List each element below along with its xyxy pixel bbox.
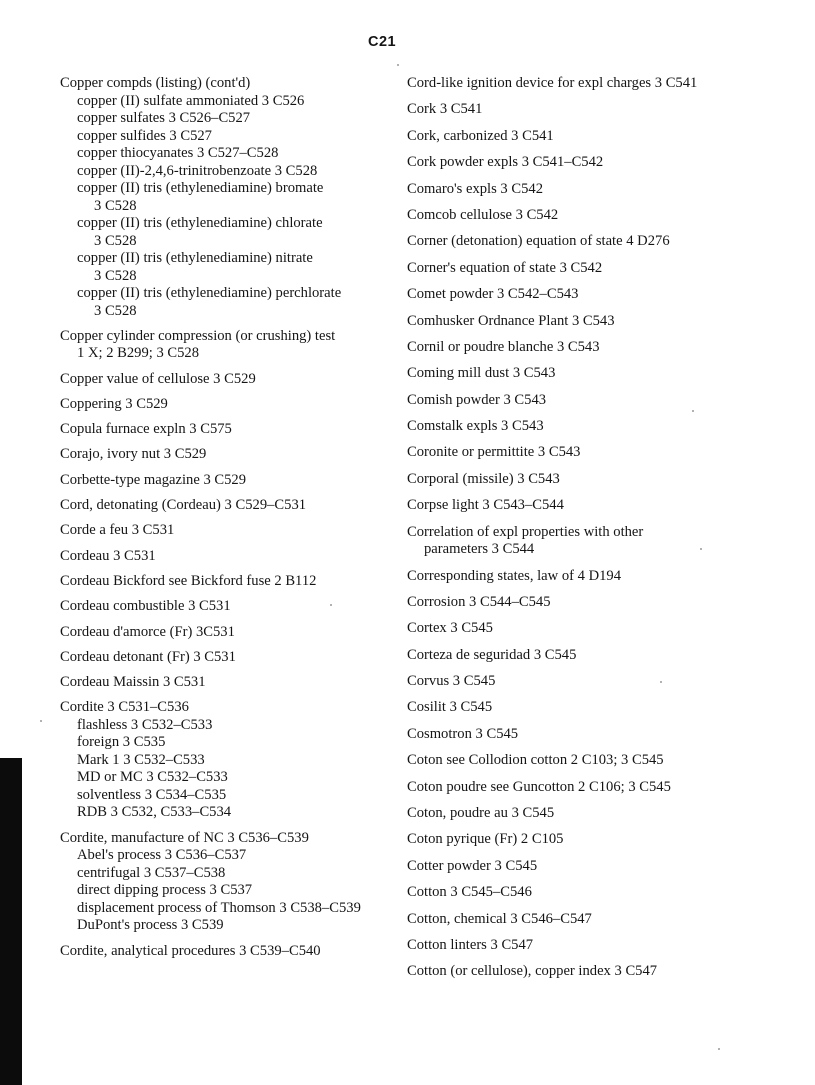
entry-heading: Corajo, ivory nut 3 C529 <box>60 446 207 463</box>
index-entry <box>407 339 737 357</box>
index-entry <box>407 726 737 744</box>
entry-heading: Corde a feu 3 C531 <box>60 522 175 539</box>
entry-heading: Cortex 3 C545 <box>407 620 493 637</box>
index-entry <box>407 963 737 981</box>
index-subentry <box>60 769 395 787</box>
entry-heading: Comaro's expls 3 C542 <box>407 180 543 197</box>
index-entry <box>407 937 737 955</box>
entry-heading: Copper compds (listing) (cont'd) <box>60 75 251 91</box>
scan-speck <box>330 604 332 606</box>
subentry-text: foreign 3 C535 <box>77 734 166 751</box>
entry-heading: Coton, poudre au 3 C545 <box>407 805 555 822</box>
subentry-continuation: 3 C528 <box>94 267 137 284</box>
index-entry <box>407 831 737 849</box>
subentry-text: flashless 3 C532–C533 <box>77 716 213 733</box>
index-entry <box>407 524 737 559</box>
index-entry <box>60 624 395 642</box>
index-entry <box>60 396 395 414</box>
index-entry <box>60 371 395 389</box>
entry-heading: Cotton (or cellulose), copper index 3 C547 <box>407 963 658 980</box>
scan-speck <box>700 548 702 550</box>
index-entry <box>60 943 395 961</box>
index-subentry <box>60 717 395 735</box>
entry-heading: Coton see Collodion cotton 2 C103; 3 C545 <box>407 752 664 769</box>
subentry-continuation: 3 C528 <box>94 302 137 319</box>
index-entry <box>407 101 737 119</box>
entry-heading: Corrosion 3 C544–C545 <box>407 593 551 610</box>
entry-heading: Cordeau Bickford see Bickford fuse 2 B112 <box>60 572 317 589</box>
entry-heading: Cotton linters 3 C547 <box>407 937 534 953</box>
subentry-text: Abel's process 3 C536–C537 <box>77 847 247 864</box>
index-entry <box>407 568 737 586</box>
index-subentry <box>60 163 395 181</box>
entry-heading: Cotter powder 3 C545 <box>407 857 538 874</box>
index-subentry <box>60 110 395 128</box>
entry-heading: Comcob cellulose 3 C542 <box>407 206 559 223</box>
index-entry <box>407 286 737 304</box>
entry-heading: Corner's equation of state 3 C542 <box>407 259 603 276</box>
subentry-text: displacement process of Thomson 3 C538–C539 <box>77 899 361 916</box>
index-subentry <box>60 917 395 935</box>
entry-heading: Corbette-type magazine 3 C529 <box>60 471 247 488</box>
index-entry <box>407 620 737 638</box>
index-entry <box>407 207 737 225</box>
left-index-column <box>60 75 395 968</box>
entry-heading: Cotton 3 C545–C546 <box>407 884 532 901</box>
index-entry <box>407 497 737 515</box>
index-entry <box>60 446 395 464</box>
index-entry <box>407 471 737 489</box>
index-entry <box>407 233 737 251</box>
index-subentry <box>60 93 395 111</box>
index-entry <box>60 328 395 363</box>
index-entry <box>407 911 737 929</box>
entry-heading: Corpse light 3 C543–C544 <box>407 497 564 514</box>
scan-speck <box>660 681 662 683</box>
index-entry <box>60 548 395 566</box>
entry-heading: Cordeau 3 C531 <box>60 547 156 564</box>
subentry-text: copper (II) tris (ethylenediamine) bromate <box>77 180 324 196</box>
entry-heading: Cordeau d'amorce (Fr) 3C531 <box>60 623 235 640</box>
index-entry <box>407 181 737 199</box>
entry-heading: Cordite, manufacture of NC 3 C536–C539 <box>60 829 309 846</box>
index-entry <box>407 418 737 436</box>
entry-heading: Cord, detonating (Cordeau) 3 C529–C531 <box>60 497 307 514</box>
index-entry <box>60 75 395 320</box>
index-subentry <box>60 128 395 146</box>
index-entry <box>407 260 737 278</box>
entry-heading: Cordeau combustible 3 C531 <box>60 598 231 615</box>
index-entry <box>407 647 737 665</box>
entry-heading: Correlation of expl properties with other <box>407 523 644 540</box>
entry-heading: Coronite or permittite 3 C543 <box>407 444 581 461</box>
index-entry <box>60 674 395 692</box>
entry-heading: Cosmotron 3 C545 <box>407 725 519 742</box>
index-entry <box>407 884 737 902</box>
scan-edge-shadow <box>0 758 22 1085</box>
subentry-text: RDB 3 C532, C533–C534 <box>77 804 232 821</box>
entry-heading: Cork powder expls 3 C541–C542 <box>407 154 604 171</box>
index-subentry <box>60 734 395 752</box>
entry-heading: Coppering 3 C529 <box>60 395 168 412</box>
entry-heading: Cork, carbonized 3 C541 <box>407 127 554 144</box>
index-entry <box>60 699 395 822</box>
index-subentry <box>60 900 395 918</box>
index-entry <box>407 444 737 462</box>
entry-heading: Cotton, chemical 3 C546–C547 <box>407 910 592 927</box>
entry-heading: Cosilit 3 C545 <box>407 699 493 716</box>
subentry-text: solventless 3 C534–C535 <box>77 786 227 803</box>
scan-speck <box>692 410 694 412</box>
index-subentry <box>60 752 395 770</box>
right-index-column <box>407 75 737 990</box>
entry-heading: Comish powder 3 C543 <box>407 391 547 408</box>
index-entry <box>407 313 737 331</box>
index-entry <box>60 649 395 667</box>
entry-heading: Comet powder 3 C542–C543 <box>407 286 579 303</box>
index-entry <box>407 673 737 691</box>
index-entry <box>407 154 737 172</box>
entry-continuation: 1 X; 2 B299; 3 C528 <box>77 345 200 362</box>
entry-heading: Corner (detonation) equation of state 4 D276 <box>407 233 670 250</box>
index-entry <box>407 805 737 823</box>
entry-heading: Cord-like ignition device for expl charges 3 C541 <box>407 75 698 91</box>
index-entry <box>60 573 395 591</box>
index-entry <box>60 421 395 439</box>
index-entry <box>60 522 395 540</box>
index-entry <box>407 594 737 612</box>
index-subentry <box>60 882 395 900</box>
entry-heading: Cordeau detonant (Fr) 3 C531 <box>60 648 236 665</box>
subentry-text: DuPont's process 3 C539 <box>77 917 224 934</box>
entry-heading: Corteza de seguridad 3 C545 <box>407 646 577 663</box>
index-entry <box>407 128 737 146</box>
entry-heading: Copula furnace expln 3 C575 <box>60 421 232 438</box>
subentry-continuation: 3 C528 <box>94 232 137 249</box>
subentry-text: copper thiocyanates 3 C527–C528 <box>77 145 279 161</box>
index-entry <box>407 752 737 770</box>
index-subentry <box>60 787 395 805</box>
index-subentry <box>60 180 395 215</box>
index-subentry <box>60 847 395 865</box>
entry-heading: Comstalk expls 3 C543 <box>407 418 544 435</box>
index-entry <box>407 779 737 797</box>
entry-heading: Corresponding states, law of 4 D194 <box>407 567 622 584</box>
page-number: C21 <box>368 34 397 50</box>
entry-heading: Cordeau Maissin 3 C531 <box>60 674 206 691</box>
index-entry <box>407 392 737 410</box>
index-entry <box>407 858 737 876</box>
subentry-text: centrifugal 3 C537–C538 <box>77 864 226 881</box>
index-entry <box>407 699 737 717</box>
index-entry <box>407 75 737 93</box>
index-entry <box>407 365 737 383</box>
entry-heading: Corporal (missile) 3 C543 <box>407 470 560 487</box>
index-subentry <box>60 865 395 883</box>
entry-continuation: parameters 3 C544 <box>424 541 535 558</box>
entry-heading: Cork 3 C541 <box>407 101 483 118</box>
subentry-text: Mark 1 3 C532–C533 <box>77 751 205 768</box>
subentry-text: copper sulfates 3 C526–C527 <box>77 110 251 126</box>
index-entry <box>60 598 395 616</box>
subentry-text: MD or MC 3 C532–C533 <box>77 769 228 786</box>
entry-heading: Comhusker Ordnance Plant 3 C543 <box>407 312 615 329</box>
index-entry <box>60 497 395 515</box>
entry-heading: Copper cylinder compression (or crushing) test <box>60 327 336 344</box>
subentry-text: copper (II) tris (ethylenediamine) chlorate <box>77 215 323 231</box>
entry-heading: Coton poudre see Guncotton 2 C106; 3 C545 <box>407 778 671 795</box>
subentry-text: copper (II)-2,4,6-trinitrobenzoate 3 C528 <box>77 162 318 179</box>
index-subentry <box>60 215 395 250</box>
entry-heading: Cornil or poudre blanche 3 C543 <box>407 338 600 355</box>
index-entry <box>60 472 395 490</box>
subentry-text: copper (II) tris (ethylenediamine) nitrate <box>77 250 313 266</box>
entry-heading: Cordite, analytical procedures 3 C539–C540 <box>60 942 321 959</box>
index-subentry <box>60 285 395 320</box>
entry-heading: Cordite 3 C531–C536 <box>60 699 189 716</box>
scan-speck <box>40 720 42 722</box>
subentry-text: copper sulfides 3 C527 <box>77 127 212 144</box>
scan-speck <box>718 1048 720 1050</box>
subentry-text: copper (II) tris (ethylenediamine) perchlorate <box>77 285 342 301</box>
entry-heading: Corvus 3 C545 <box>407 673 496 690</box>
subentry-text: copper (II) sulfate ammoniated 3 C526 <box>77 92 305 109</box>
entry-heading: Coming mill dust 3 C543 <box>407 365 556 382</box>
subentry-continuation: 3 C528 <box>94 197 137 214</box>
entry-heading: Copper value of cellulose 3 C529 <box>60 370 256 387</box>
entry-heading: Coton pyrique (Fr) 2 C105 <box>407 831 564 848</box>
index-subentry <box>60 804 395 822</box>
subentry-text: direct dipping process 3 C537 <box>77 882 253 899</box>
index-subentry <box>60 145 395 163</box>
index-subentry <box>60 250 395 285</box>
scan-speck <box>397 64 399 66</box>
index-entry <box>60 830 395 935</box>
